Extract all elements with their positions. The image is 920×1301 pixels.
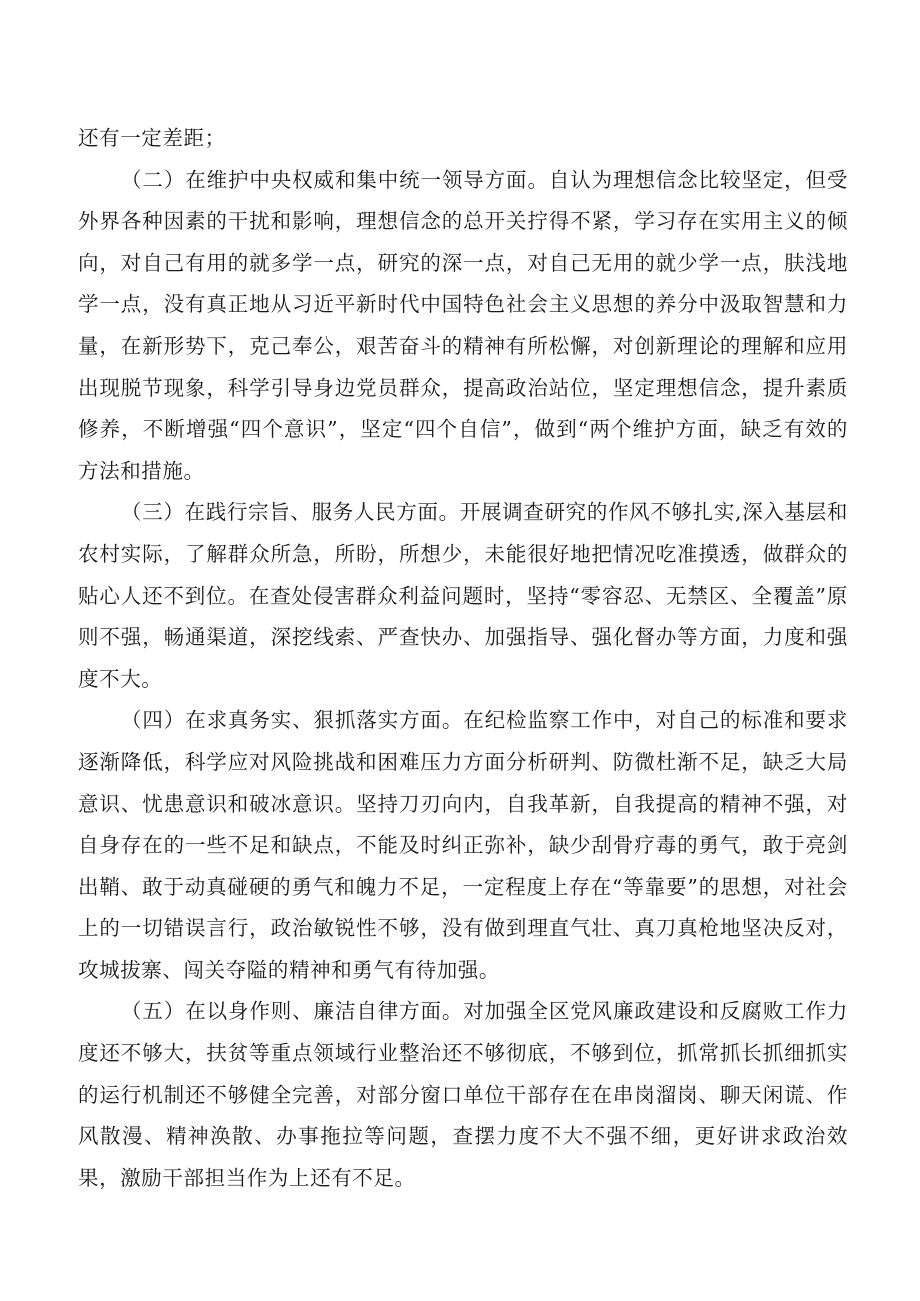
paragraph-section-2: （二）在维护中央权威和集中统一领导方面。自认为理想信念比较坚定，但受外界各种因素的干扰和影响，理想信念的总开关拧得不紧，学习存在实用主义的倾向，对自己有用的就多学一点，研究的深一点，对自己无用的就少学一点，肤浅地学一点，没有真正地从习近平新时代中国特色社会主义思想的养分中汲取智慧和力量，在新形势下，克己奉公，艰苦奋斗的精神有所松懈，对创新理论的理解和应用出现脱节现象，科学引导身边党员群众，提高政治站位，坚定理想信念，提升素质修养，不断增强“四个意识”，坚定“四个自信”，做到“两个维护方面，缺乏有效的方法和措施。 xyxy=(78,167,848,483)
document-body xyxy=(78,118,848,1199)
paragraph-section-3: （三）在践行宗旨、服务人民方面。开展调查研究的作风不够扎实,深入基层和农村实际，了解群众所急，所盼，所想少，未能很好地把情况吃准摸透，做群众的贴心人还不到位。在查处侵害群众利益问题时，坚持“零容忍、无禁区、全覆盖”原则不强，畅通渠道，深挖线索、严查快办、加强指导、强化督办等方面，力度和强度不大。 xyxy=(78,500,848,691)
paragraph-section-5: （五）在以身作则、廉洁自律方面。对加强全区党风廉政建设和反腐败工作力度还不够大，扶贫等重点领域行业整治还不够彻底，不够到位，抓常抓长抓细抓实的运行机制还不够健全完善，对部分窗口单位干部存在在串岗溜岗、聊天闲谎、作风散漫、精神涣散、办事拖拉等问题，查摆力度不大不强不细，更好讲求政治效果，激励干部担当作为上还有不足。 xyxy=(78,999,848,1190)
paragraph-continuation: 还有一定差距； xyxy=(78,126,226,150)
paragraph-section-4: （四）在求真务实、狠抓落实方面。在纪检监察工作中，对自己的标准和要求逐渐降低，科学应对风险挑战和困难压力方面分析研判、防微杜渐不足，缺乏大局意识、忧患意识和破冰意识。坚持刀刃向内，自我革新，自我提高的精神不强，对自身存在的一些不足和缺点，不能及时纠正弥补，缺少刮骨疗毒的勇气，敢于亮剑出鞘、敢于动真碰硬的勇气和魄力不足，一定程度上存在“等靠要”的思想，对社会上的一切错误言行，政治敏锐性不够，没有做到理直气壮、真刀真枪地坚决反对，攻城拔寨、闯关夺隘的精神和勇气有待加强。 xyxy=(78,708,848,982)
